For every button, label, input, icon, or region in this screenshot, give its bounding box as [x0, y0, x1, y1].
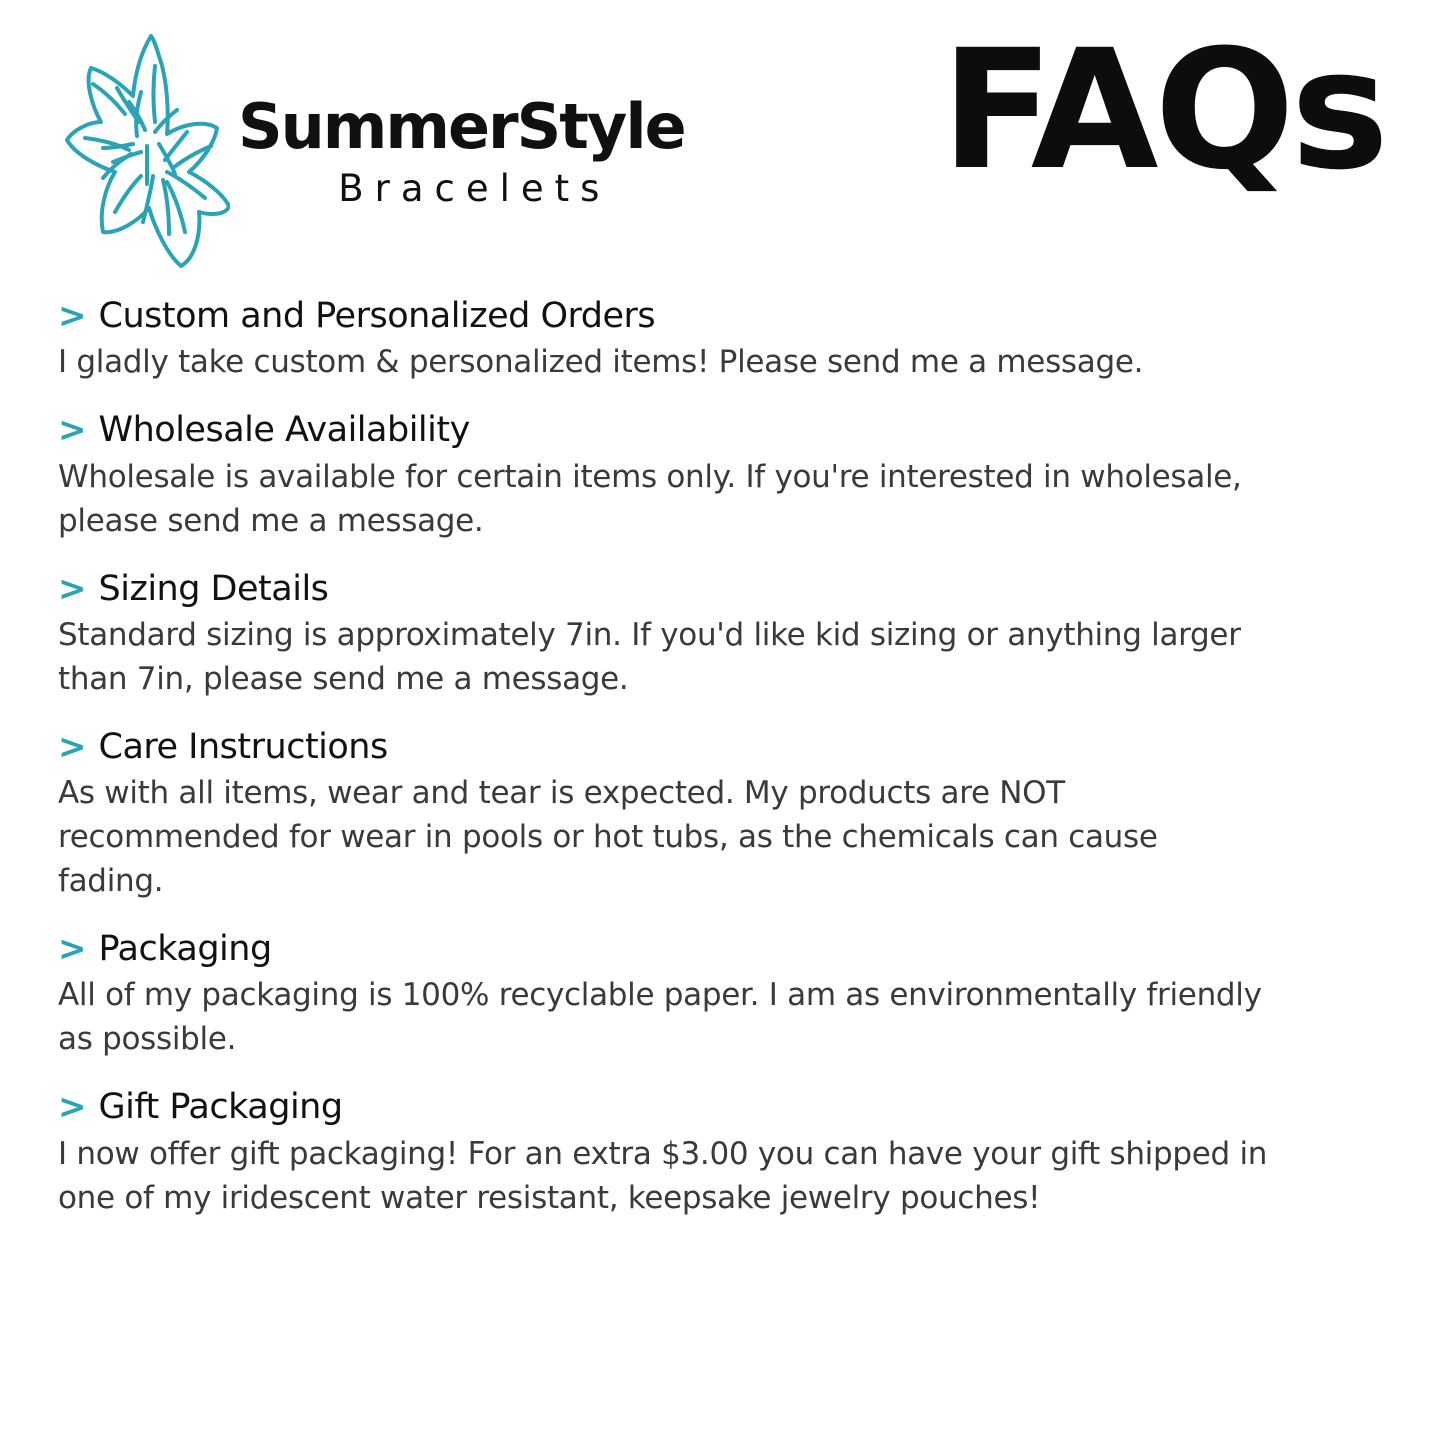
faq-item [58, 1087, 1390, 1219]
faq-question-row [58, 410, 1390, 450]
chevron-right-icon: > [58, 410, 87, 451]
faq-answer: As with all items, wear and tear is expected. My products are NOT recommended for wear in pools or hot tubs, as the chemicals can cause fading. [58, 775, 1158, 900]
chevron-right-icon: > [58, 929, 87, 970]
faq-question: Custom and Personalized Orders [98, 296, 656, 336]
brand-subtitle: Bracelets [338, 166, 611, 210]
faq-list [58, 296, 1390, 1246]
faq-question-row [58, 569, 1390, 609]
brand-name: SummerStyle [238, 90, 685, 163]
chevron-right-icon: > [58, 1087, 87, 1128]
faq-item [58, 296, 1390, 384]
faq-question-row [58, 296, 1390, 336]
faq-answer: I gladly take custom & personalized items! Please send me a message. [58, 344, 1144, 381]
faq-item [58, 727, 1390, 903]
brand-text [238, 90, 685, 210]
page-header [0, 0, 1445, 280]
chevron-right-icon: > [58, 568, 87, 609]
chevron-right-icon: > [58, 296, 87, 336]
faq-question: Wholesale Availability [98, 410, 470, 451]
faq-item [58, 410, 1390, 542]
brand-logo [55, 20, 685, 276]
faq-item [58, 929, 1390, 1061]
starfish-icon [55, 26, 230, 276]
page-title: FAQs [941, 14, 1385, 206]
faq-question-row [58, 929, 1390, 969]
faq-answer: Standard sizing is approximately 7in. If you'd like kid sizing or anything larger than 7in, please send me a message. [58, 616, 1241, 697]
faq-item [58, 569, 1390, 701]
faq-answer: Wholesale is available for certain items only. If you're interested in wholesale, please send me a message. [58, 458, 1242, 539]
faq-question: Sizing Details [98, 568, 329, 609]
faq-question-row [58, 1087, 1390, 1127]
faq-answer: I now offer gift packaging! For an extra $3.00 you can have your gift shipped in one of my iridescent water resistant, keepsake jewelry pouches! [58, 1135, 1268, 1216]
chevron-right-icon: > [58, 726, 87, 767]
faq-question: Gift Packaging [98, 1087, 343, 1128]
faq-answer: All of my packaging is 100% recyclable paper. I am as environmentally friendly as possible. [58, 977, 1262, 1058]
faq-question: Care Instructions [98, 726, 388, 767]
faq-question-row [58, 727, 1390, 767]
faq-question: Packaging [98, 929, 272, 970]
